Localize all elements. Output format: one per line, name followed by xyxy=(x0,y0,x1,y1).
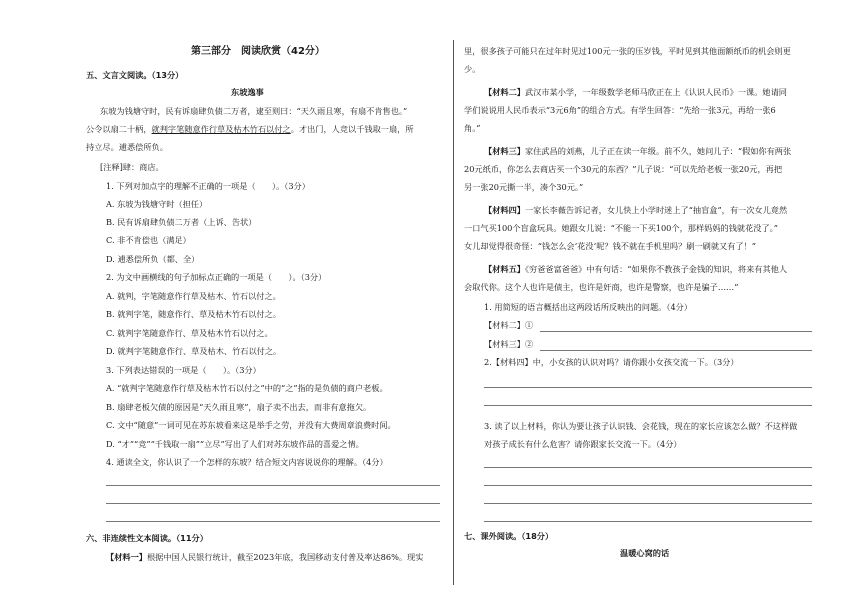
material-1-tag: 【材料一】 xyxy=(106,552,147,562)
q2-option-a: A. 就判，字笔随意作行草及枯木、竹石以付之。 xyxy=(106,291,281,301)
answer-line[interactable] xyxy=(484,387,812,388)
material-2-line-1: 【材料二】武汉市某小学，一年级数学老师马欣正在上《认识人民币》一课。她请同 xyxy=(484,87,787,97)
question-3: 3. 下列表达错误的一项是（ ）。（3分） xyxy=(106,365,261,375)
question-2: 2. 为文中画横线的句子加标点正确的一项是（ ）。（3分） xyxy=(106,272,327,282)
question-r1: 1. 用简短的语言概括出这两段话所反映出的问题。（4分） xyxy=(484,302,693,312)
material-3-line-2: 20元纸币，你怎么去商店买一个30元的东西？”儿子说：“可以先给老板一张20元，再把 xyxy=(464,164,783,174)
part-title: 第三部分 阅读欣赏（42分） xyxy=(191,46,325,57)
material-4-line-1: 【材料四】一家长李薇告诉记者，女儿快上小学时迷上了“抽盲盒”，有一次女儿竟然 xyxy=(484,205,788,215)
passage-2-title: 温暖心窝的话 xyxy=(620,548,670,558)
q1-material-2-label: 【材料二】① xyxy=(484,320,534,330)
passage-line-2: 公令以扇二十柄，就判字笔随意作行草及枯木竹石以付之。才出门，人竞以千钱取一扇，所 xyxy=(86,124,414,134)
answer-line[interactable] xyxy=(540,350,812,351)
material-4-line-3: 女儿却觉得很奇怪：“钱怎么会‘花没’呢？钱不就在手机里吗？刷一刷就又有了！” xyxy=(464,241,756,251)
answer-line[interactable] xyxy=(484,467,812,468)
material-3-line-1: 【材料三】家住武昌的刘燕，儿子正在读一年级。前不久，她问儿子：“假如你有两张 xyxy=(484,146,792,156)
material-3-tag: 【材料三】 xyxy=(484,146,525,156)
q2-option-c: C. 就判字笔随意作行、草及枯木竹石以付之。 xyxy=(106,328,273,338)
answer-line[interactable] xyxy=(106,485,440,486)
question-1: 1. 下列对加点字的理解不正确的一项是（ ）。（3分） xyxy=(106,181,310,191)
q1-option-d: D. 逋悉偿所负（都、全） xyxy=(106,254,200,264)
material-4-line-2: 一口气买100个盲盒玩具。她跟女儿说：“不能一下买100个，那样妈妈的钱就花没了。” xyxy=(464,223,778,233)
answer-line[interactable] xyxy=(106,521,440,522)
material-1-cont-1: 里，很多孩子可能只在过年时见过100元一张的压岁钱，平时见到其他面额纸币的机会则更 xyxy=(464,46,791,56)
material-1-line: 【材料一】根据中国人民银行统计，截至2023年底，我国移动支付普及率达86%。现实 xyxy=(106,552,424,562)
q1-option-b: B. 民有诉扇肆负债二万者（上诉、告状） xyxy=(106,217,257,227)
q3-option-c: C. 文中“随意”一词可见在苏东坡看来这是举手之劳，并没有大费周章浪费时间。 xyxy=(106,420,396,430)
material-4-tag: 【材料四】 xyxy=(484,205,525,215)
material-1-cont-2: 少。 xyxy=(464,64,481,74)
left-column xyxy=(86,0,442,608)
q1-option-c: C. 非不肯偿也（满足） xyxy=(106,235,191,245)
question-r2: 2.【材料四】中，小女孩的认识对吗？请你跟小女孩交流一下。（3分） xyxy=(484,357,739,367)
annotation-note: [注释]肆：商店。 xyxy=(100,162,164,172)
answer-line[interactable] xyxy=(484,521,812,522)
q2-option-d: D. 就判字笔随意作行、草及枯木、竹石以付之。 xyxy=(106,346,282,356)
section7-heading: 七、课外阅读。（18分） xyxy=(464,531,554,541)
q1-material-3-label: 【材料三】② xyxy=(484,339,534,349)
question-r3-line-2: 对孩子成长有什么危害？请你跟家长交流一下。（4分） xyxy=(484,439,682,449)
q3-option-b: B. 扇肆老板欠债的原因是“天久雨且寒”，扇子卖不出去，而非有意拖欠。 xyxy=(106,402,372,412)
section6-heading: 六、非连续性文本阅读。（11分） xyxy=(86,533,208,543)
section5-heading: 五、文言文阅读。（13分） xyxy=(86,70,184,80)
material-2-line-3: 角。” xyxy=(464,123,481,133)
q3-option-a: A. “就判字笔随意作行草及枯木竹石以付之”中的“之”指的是负债的商户老板。 xyxy=(106,383,388,393)
answer-line[interactable] xyxy=(106,503,440,504)
q2-option-b: B. 就判字笔，随意作行、草及枯木竹石以付之。 xyxy=(106,309,281,319)
material-5-line-1: 【材料五】《穷爸爸富爸爸》中有句话：“如果你不教孩子金钱的知识，将来有其他人 xyxy=(484,264,788,274)
column-divider xyxy=(453,40,454,585)
passage-line-1: 东坡为钱塘守时，民有诉扇肆负债二万者，逮至则曰：“天久雨且寒，有扇不肯售也。” xyxy=(100,106,408,116)
answer-line[interactable] xyxy=(540,331,812,332)
q3-option-d: D. “才”“竞”“千钱取一扇”“立尽”写出了人们对苏东坡作品的喜爱之情。 xyxy=(106,439,364,449)
question-4: 4. 通读全文，你认识了一个怎样的东坡？结合短文内容说说你的理解。（4分） xyxy=(106,457,388,467)
material-5-line-2: 会取代你。这个人也许是债主，也许是奸商，也许是警察，也许是骗子……” xyxy=(464,282,739,292)
question-r3-line-1: 3. 读了以上材料，你认为要让孩子认识钱、会花钱，现在的家长应该怎么做？不这样做 xyxy=(484,421,798,431)
answer-line[interactable] xyxy=(484,405,812,406)
passage-title: 东坡逸事 xyxy=(231,87,264,97)
answer-line[interactable] xyxy=(484,503,812,504)
material-3-line-3: 另一张20元撕一半，凑个30元。” xyxy=(464,182,584,192)
passage-line-3: 持立尽。逋悉偿所负。 xyxy=(86,142,168,152)
q1-option-a: A. 东坡为钱塘守时（担任） xyxy=(106,199,208,209)
material-2-tag: 【材料二】 xyxy=(484,87,525,97)
underlined-sentence: 就判字笔随意作行草及枯木竹石以付之 xyxy=(151,124,291,134)
right-column xyxy=(464,0,812,608)
material-5-tag: 【材料五】 xyxy=(484,264,525,274)
answer-line[interactable] xyxy=(484,485,812,486)
material-2-line-2: 学们说说用人民币表示“3元6角”的组合方式。有学生回答：“先给一张3元，再给一张6 xyxy=(464,105,776,115)
